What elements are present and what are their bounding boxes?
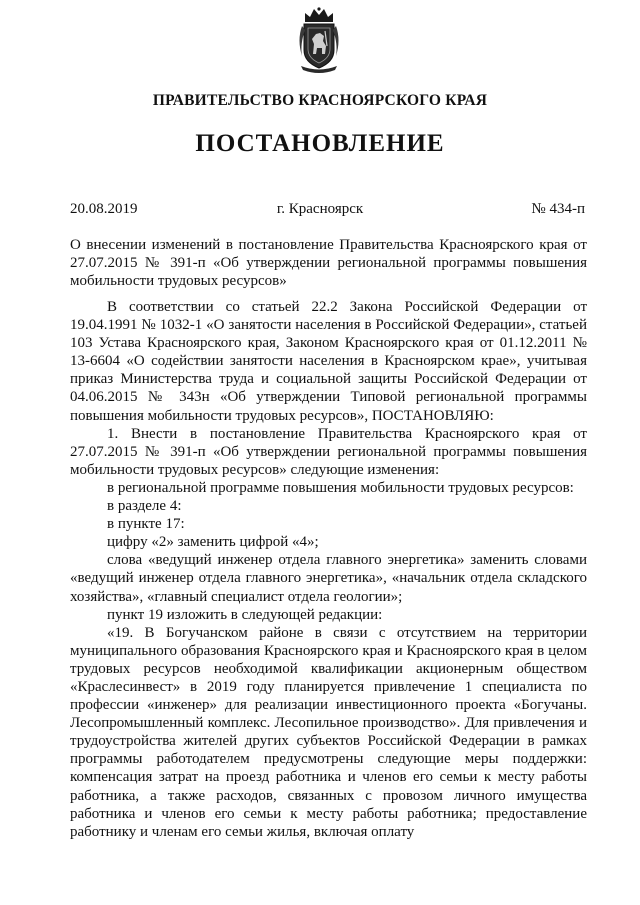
section-line: в разделе 4: [107,498,182,515]
document-number: № 434-п [531,201,585,217]
government-title: ПРАВИТЕЛЬСТВО КРАСНОЯРСКОГО КРАЯ [152,92,488,109]
item-1-paragraph: 1. Внести в постановление Правительства Красноярского края от 27.07.2015 № 391-п «Об утверждении региональной программы повышения мобильности трудовых ресурсов» следующие изменения: [70,425,587,478]
point-19-quote-paragraph: «19. В Богучанском районе в связи с отсутствием на территории муниципального образования Красноярского края и Красноярского края в целом трудовых ресурсов необходимой квалификации акционерным обществом «Краслесинвест» в 2019 году планируется привлечение 1 специалиста по профессии «инженер» для реализации инвестиционного проекта «Богучаны. Лесопромышленный комплекс. Лесопильное производство». Для привлечения и трудоустройства жителей других субъектов Российской Федерации в рамках программы работодателем предусмотрены следующие меры поддержки: компенсация затрат на проезд работника и членов его семьи к месту работы работника, а также расходов, связанных с провозом личного имущества работника и членов его семьи к месту работы работника; предоставление работнику и членам его семьи жилья, включая оплату [70,624,587,840]
document-date: 20.08.2019 [70,201,138,217]
document-subject: О внесении изменений в постановление Правительства Красноярского края от 27.07.2015 № 391-п «Об утверждении региональной программы повышения мобильности трудовых ресурсов» [70,237,587,289]
program-line: в региональной программе повышения мобильности трудовых ресурсов: [107,479,574,496]
words-replacement-paragraph: слова «ведущий инженер отдела главного энергетика» заменить словами «ведущий инженер отдела главного энергетика», «начальник отдела складского хозяйства», «главный специалист отдела геологии»; [70,552,587,605]
document-city: г. Красноярск [276,201,364,217]
document-body [70,298,587,841]
krasnoyarsk-coat-of-arms-icon [296,6,342,74]
point-19-line: пункт 19 изложить в следующей редакции: [107,606,383,623]
preamble-paragraph: В соответствии со статьей 22.2 Закона Российской Федерации от 19.04.1991 № 1032-1 «О занятости населения в Российской Федерации», статьей 103 Устава Красноярского края, Законом Красноярского края от 01.12.2011 № 13-6604 «О содействии занятости населения в Красноярском крае», учитывая приказ Министерства труда и социальной защиты Российской Федерации от 04.06.2015 № 343н «Об утверждении Типовой региональной программы повышения мобильности трудовых ресурсов», ПОСТАНОВЛЯЮ: [70,299,587,424]
point-line: в пункте 17: [107,516,185,533]
document-type-title: ПОСТАНОВЛЕНИЕ [195,130,445,157]
digit-replacement-line: цифру «2» заменить цифрой «4»; [107,534,319,551]
